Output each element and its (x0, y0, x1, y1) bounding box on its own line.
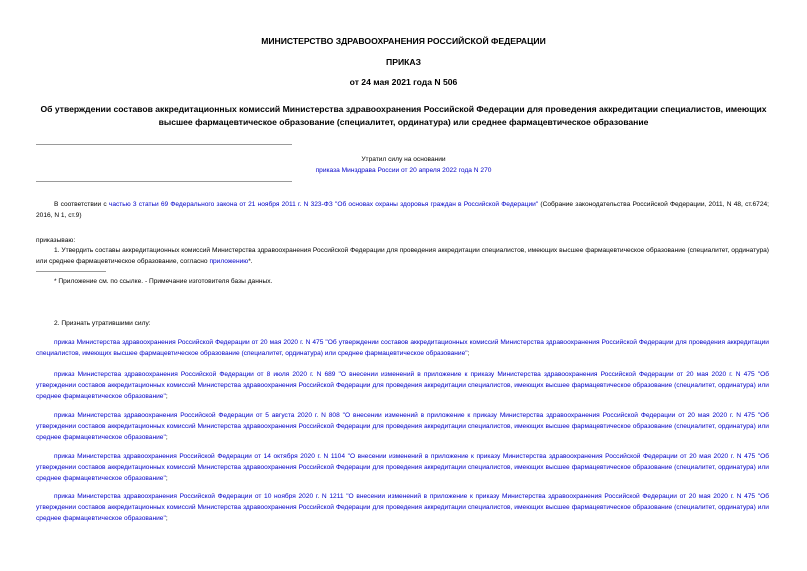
divider-top (36, 144, 292, 145)
order-word: приказываю: (36, 237, 76, 244)
appendix-link[interactable]: приложению (209, 258, 249, 265)
repealed-link[interactable]: приказ Министерства здравоохранения Российской Федерации от 14 октября 2020 г. N 1104 "О внесении изменений в приложение к приказу Министерства здравоохранения Российской Федерации от 20 мая 2020 г. N 475 "Об утверждении составов аккредитационных комиссий Министерства здравоохранения Российской Федерации для проведения аккредитации специалистов, имеющих высшее фармацевтическое образование (специалитет, ординатура) или среднее фармацевтическое образование" (36, 453, 769, 482)
item-1-text: 1. Утвердить составы аккредитационных комиссий Министерства здравоохранения Российской Федерации для проведения аккредитации специалистов, имеющих высшее фармацевтическое образование (специалитет, ординатура) или среднее фармацевтическое образование, согласно (36, 247, 769, 265)
repealed-tail: ; (165, 515, 168, 522)
repealed-item (36, 410, 769, 443)
item-2-heading: 2. Признать утратившими силу: (54, 320, 151, 327)
repealed-link[interactable]: приказ Министерства здравоохранения Российской Федерации от 10 ноября 2020 г. N 1211 "О внесении изменений в приложение к приказу Министерства здравоохранения Российской Федерации от 20 мая 2020 г. N 475 "Об утверждении составов аккредитационных комиссий Министерства здравоохранения Российской Федерации для проведения аккредитации специалистов, имеющих высшее фармацевтическое образование (специалитет, ординатура) или среднее фармацевтическое образование" (36, 493, 769, 522)
item-1 (36, 245, 769, 267)
repealed-link[interactable]: приказ Министерства здравоохранения Российской Федерации от 8 июля 2020 г. N 689 "О внесении изменений в приложение к приказу Министерства здравоохранения Российской Федерации от 20 мая 2020 г. N 475 "Об утверждении составов аккредитационных комиссий Министерства здравоохранения Российской Федерации для проведения аккредитации специалистов, имеющих высшее фармацевтическое образование (специалитет, ординатура) или среднее фармацевтическое образование" (36, 371, 769, 400)
law-link[interactable]: частью 3 статьи 69 Федерального закона от 21 ноября 2011 г. N 323-ФЗ "Об основах охраны здоровья граждан в Российской Федерации" (108, 201, 539, 208)
repealed-tail: ; (165, 434, 168, 441)
repealed-tail: ; (467, 350, 470, 357)
order-heading: ПРИКАЗ (386, 57, 421, 67)
order-date: от 24 мая 2021 года N 506 (349, 77, 458, 87)
repealed-link[interactable]: приказ Министерства здравоохранения Российской Федерации от 5 августа 2020 г. N 808 "О внесении изменений в приложение к приказу Министерства здравоохранения Российской Федерации от 20 мая 2020 г. N 475 "Об утверждении составов аккредитационных комиссий Министерства здравоохранения Российской Федерации для проведения аккредитации специалистов, имеющих высшее фармацевтическое образование (специалитет, ординатура) или среднее фармацевтическое образование" (36, 412, 769, 441)
preamble-prefix: В соответствии с (54, 201, 109, 208)
status-link[interactable]: приказа Минздрава России от 20 апреля 2022 года N 270 (315, 167, 492, 174)
repealed-link[interactable]: приказ Министерства здравоохранения Российской Федерации от 20 мая 2020 г. N 475 "Об утверждении составов аккредитационных комиссий Министерства здравоохранения Российской Федерации для проведения аккредитации специалистов, имеющих высшее фармацевтическое образование (специалитет, ординатура) или среднее фармацевтическое образование" (36, 339, 769, 357)
order-title: Об утверждении составов аккредитационных комиссий Министерства здравоохранения Российской Федерации для проведения аккредитации специалистов, имеющих высшее фармацевтическое образование (специалитет, ординатура) или среднее фармацевтическое образование (40, 104, 767, 127)
repealed-item (36, 451, 769, 484)
preamble-suffix: (Собрание законодательства Российской Федерации, 2011, N 48, ст.6724; 2016, N 1, ст.9) (36, 201, 769, 219)
status-note (0, 154, 807, 176)
repealed-tail: ; (165, 475, 168, 482)
preamble-paragraph (36, 199, 769, 221)
status-line: Утратил силу на основании (361, 156, 446, 163)
repealed-tail: ; (165, 393, 168, 400)
repealed-item (36, 337, 769, 359)
repealed-item (36, 491, 769, 524)
item-1-tail: *. (248, 258, 253, 265)
ministry-heading: МИНИСТЕРСТВО ЗДРАВООХРАНЕНИЯ РОССИЙСКОЙ ФЕДЕРАЦИИ (261, 36, 546, 46)
footnote-divider (36, 271, 106, 272)
repealed-item (36, 369, 769, 402)
divider-bottom (36, 181, 292, 182)
footnote: * Приложение см. по ссылке. - Примечание изготовителя базы данных. (54, 278, 273, 285)
